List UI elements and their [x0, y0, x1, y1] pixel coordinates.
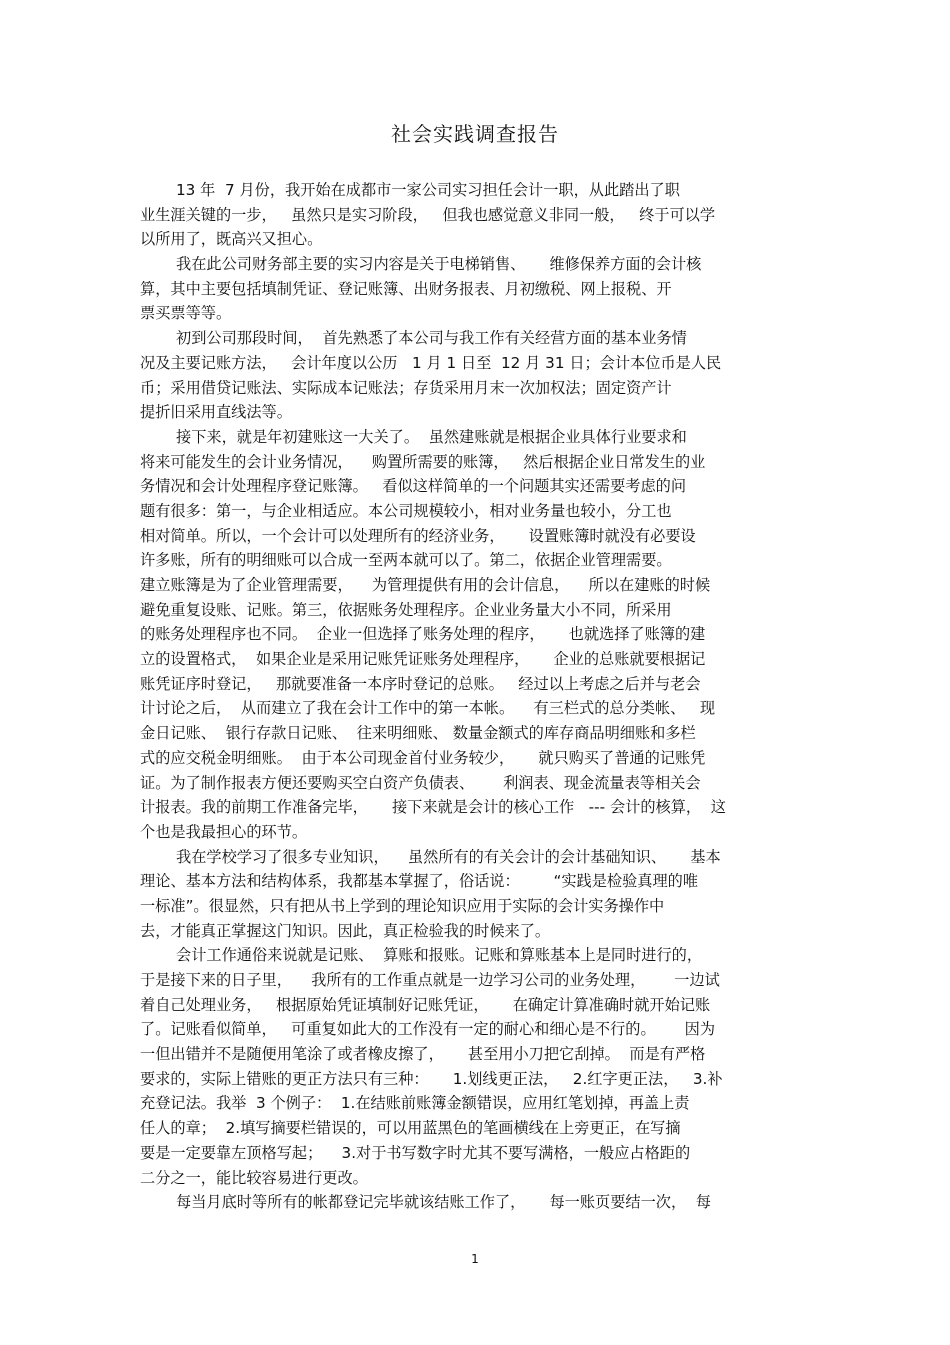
document-body: [140, 178, 820, 1215]
text-line: 建立账簿是为了企业管理需要， 为管理提供有用的会计信息， 所以在建账的时候: [140, 576, 711, 594]
document-title: 社会实践调查报告: [391, 122, 559, 146]
paragraph-first-line: 每当月底时等所有的帐都登记完毕就该结账工作了， 每一账页要结一次， 每: [176, 1193, 711, 1212]
text-line: 将来可能发生的会计业务情况， 购置所需要的账簿， 然后根据企业日常发生的业: [140, 452, 706, 471]
text-line: 务情况和会计处理程序登记账簿。 看似这样简单的一个问题其实还需要考虑的问: [140, 477, 687, 496]
text-line: 以所用了，既高兴又担心。: [140, 230, 323, 249]
paragraph-first-line: 会计工作通俗来说就是记账、 算账和报账。记账和算账基本上是同时进行的，: [176, 946, 703, 965]
text-line: 账凭证序时登记， 那就要准备一本序时登记的总账。 经过以上考虑之后并与老会: [140, 674, 701, 693]
paragraph-first-line: 接下来，就是年初建账这一大关了。 虽然建账就是根据企业具体行业要求和: [176, 427, 687, 446]
text-line: 要是一定要靠左顶格写起； 3.对于书写数字时尤其不要写满格，一般应占格距的: [140, 1143, 691, 1162]
text-line: 票买票等等。: [140, 304, 232, 323]
paragraph-first-line: 我在学校学习了很多专业知识， 虽然所有的有关会计的会计基础知识、 基本: [176, 847, 721, 866]
text-line: 算，其中主要包括填制凭证、登记账簿、出财务报表、月初缴税、网上报税、开: [140, 279, 672, 298]
text-line: 相对简单。所以，一个会计可以处理所有的经济业务， 设置账簿时就没有必要设: [140, 526, 696, 545]
paragraph-first-line: 初到公司那段时间， 首先熟悉了本公司与我工作有关经营方面的基本业务情: [176, 329, 687, 348]
text-line: 个也是我最担心的环节。: [140, 822, 308, 841]
text-line: 于是接下来的日子里， 我所有的工作重点就是一边学习公司的业务处理， 一边试: [140, 971, 720, 989]
text-line: 任人的章； 2.填写摘要栏错误的，可以用蓝黑色的笔画横线在上旁更正，在写摘: [140, 1119, 681, 1138]
text-line: 立的设置格式， 如果企业是采用记账凭证账务处理程序， 企业的总账就要根据记: [140, 650, 706, 669]
text-line: 计讨论之后， 从而建立了我在会计工作中的第一本帐。 有三栏式的总分类帐、 现: [140, 699, 716, 718]
text-line: 了。记账看似简单， 可重复如此大的工作没有一定的耐心和细心是不行的。 因为: [140, 1020, 716, 1039]
text-line: 题有很多：第一，与企业相适应。本公司规模较小，相对业务量也较小，分工也: [140, 501, 672, 520]
text-line: 充登记法。我举 3 个例子： 1.在结账前账簿金额错误，应用红笔划掉，再盖上责: [140, 1094, 690, 1113]
text-line: 金日记账、 银行存款日记账、 往来明细账、 数量金额式的库存商品明细账和多栏: [140, 724, 696, 743]
text-line: 币；采用借贷记账法、实际成本记账法；存货采用月末一次加权法；固定资产计: [140, 378, 672, 397]
paragraph-first-line: 13 年 7 月份，我开始在成都市一家公司实习担任会计一职，从此踏出了职: [176, 181, 680, 199]
text-line: 要求的，实际上错账的更正方法只有三种： 1.划线更正法， 2.红字更正法， 3.补: [140, 1069, 723, 1088]
text-line: 证。为了制作报表方便还要购买空白资产负债表、 利润表、现金流量表等相关会: [140, 773, 701, 792]
paragraph-first-line: 我在此公司财务部主要的实习内容是关于电梯销售、 维修保养方面的会计核: [176, 255, 702, 274]
text-line: 许多账，所有的明细账可以合成一至两本就可以了。第二，依据企业管理需要。: [140, 551, 672, 570]
text-line: 理论、基本方法和结构体系，我都基本掌握了，俗话说： “实践是检验真理的唯: [140, 872, 699, 891]
text-line: 况及主要记账方法， 会计年度以公历 1 月 1 日至 12 月 31 日；会计本位币是人民: [140, 353, 722, 372]
text-line: 业生涯关键的一步， 虽然只是实习阶段， 但我也感觉意义非同一般， 终于可以学: [140, 205, 716, 224]
text-line: 避免重复设账、记账。第三，依据账务处理程序。企业业务量大小不同，所采用: [140, 600, 672, 619]
text-line: 着自己处理业务， 根据原始凭证填制好记账凭证， 在确定计算准确时就开始记账: [140, 995, 711, 1014]
text-line: 二分之一，能比较容易进行更改。: [140, 1168, 368, 1187]
page-number: 1: [471, 1252, 479, 1266]
text-line: 去，才能真正掌握这门知识。因此，真正检验我的时候来了。: [140, 921, 551, 940]
text-line: 一标准”。很显然，只有把从书上学到的理论知识应用于实际的会计实务操作中: [140, 896, 665, 915]
text-line: 的账务处理程序也不同。 企业一但选择了账务处理的程序， 也就选择了账簿的建: [140, 625, 706, 644]
text-line: 一但出错并不是随便用笔涂了或者橡皮擦了， 甚至用小刀把它刮掉。 而是有严格: [140, 1045, 706, 1064]
text-line: 式的应交税金明细账。 由于本公司现金首付业务较少， 就只购买了普通的记账凭: [140, 748, 706, 767]
text-line: 提折旧采用直线法等。: [140, 403, 292, 422]
text-line: 计报表。我的前期工作准备完毕， 接下来就是会计的核心工作 --- 会计的核算， 这: [140, 798, 726, 817]
